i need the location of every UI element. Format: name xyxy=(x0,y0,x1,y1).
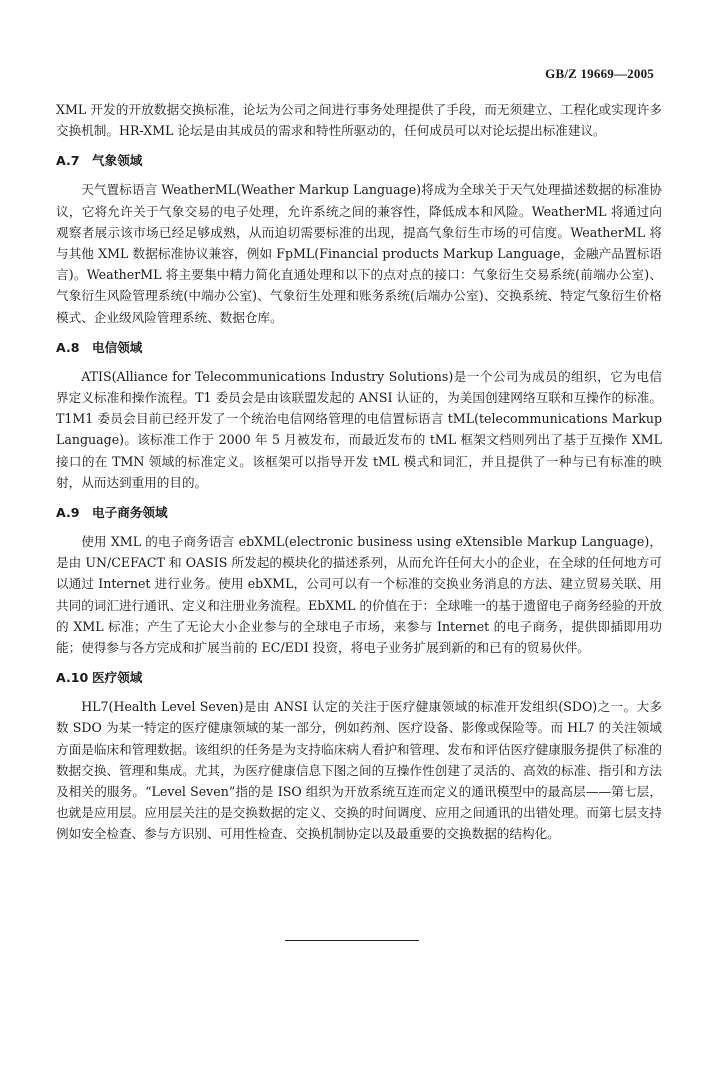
section-a8 xyxy=(56,338,662,493)
section-a7 xyxy=(56,151,662,327)
section-number: A.9 xyxy=(56,505,80,521)
section-paragraph: 使用 XML 的电子商务语言 ebXML(electronic business using eXtensible Markup Language)，是由 UN/CEFACT 和 OASIS 所发起的模块化的描述系列，从而允许任何大小的企业，在全球的任何地方可以通过 Internet 进行业务。使用 ebXML，公司可以有一个标准的交换业务消息的方法、建立贸易关联、用共同的词汇进行通讯、定义和注册业务流程。EbXML 的价值在于：全球唯一的基于遗留电子商务经验的开放的 XML 标准；产生了无论大小企业参与的全球电子市场，来参与 Internet 的电子商务，提供即插即用功能；使得参与各方完成和扩展当前的 EC/EDI 投资，将电子业务扩展到新的和已有的贸易伙伴。 xyxy=(56,534,662,656)
standard-number: GB/Z 19669—2005 xyxy=(545,66,654,81)
section-a9 xyxy=(56,503,662,658)
section-a10 xyxy=(56,668,662,844)
section-paragraph: ATIS(Alliance for Telecommunications Industry Solutions)是一个公司为成员的组织，它为电信界定义标准和操作流程。T1 委员会是由该联盟发起的 ANSI 认证的，为美国创建网络互联和互操作的标准。T1M1 委员会目前已经开发了一个统治电信网络管理的电信置标语言 tML(telecommunications Markup Language)。该标准工作于 2000 年 5 月被发布，而最近发布的 tML 框架文档则列出了基于互操作 XML 接口的在 TMN 领域的标准定义。该框架可以指导开发 tML 模式和词汇，并且提供了一种与已有标准的映射，从而达到重用的目的。 xyxy=(56,368,662,490)
section-paragraph: 天气置标语言 WeatherML(Weather Markup Language)将成为全球关于天气处理描述数据的标准协议，它将允许关于气象交易的电子处理，允许系统之间的兼容性，降低成本和风险。WeatherML 将通过向观察者展示该市场已经足够成熟，从而迫切需要标准的出现，提高气象衍生市场的可信度。WeatherML 将与其他 XML 数据标准协议兼容，例如 FpML(Financial products Markup Language，金融产品置标语言)。WeatherML 将主要集中精力简化直通处理和以下的点对点的接口：气象衍生交易系统(前端办公室)、气象衍生风险管理系统(中端办公室)、气象衍生处理和账务系统(后端办公室)、交换系统、特定气象衍生价格模式、企业级风险管理系统、数据仓库。 xyxy=(56,182,662,325)
section-heading xyxy=(56,338,662,358)
section-heading xyxy=(56,151,662,171)
section-title: 气象领域 xyxy=(92,153,143,169)
section-number: A.8 xyxy=(56,339,80,355)
end-of-document-rule xyxy=(285,940,419,941)
section-title: 电信领域 xyxy=(92,339,143,355)
section-heading xyxy=(56,503,662,523)
intro-paragraph: XML 开发的开放数据交换标准，论坛为公司之间进行事务处理提供了手段，而无须建立、工程化或实现许多交换机制。HR-XML 论坛是由其成员的需求和特性所驱动的，任何成员可以对论坛提出标准建议。 xyxy=(56,102,662,139)
section-heading xyxy=(56,668,662,688)
section-title: 电子商务领域 xyxy=(92,505,168,521)
section-paragraph: HL7(Health Level Seven)是由 ANSI 认定的关注于医疗健康领域的标准开发组织(SDO)之一。大多数 SDO 为某一特定的医疗健康领域的某一部分，例如药剂、医疗设备、影像或保险等。而 HL7 的关注领域方面是临床和管理数据。该组织的任务是为支持临床病人看护和管理、发布和评估医疗健康服务提供了标准的数据交换、管理和集成。尤其，为医疗健康信息下图之间的互操作性创建了灵活的、高效的标准、指引和方法及相关的服务。“Level Seven”指的是 ISO 组织为开放系统互连而定义的通讯模型中的最高层——第七层，也就是应用层。应用层关注的是交换数据的定义、交换的时间调度、应用之间通讯的出错处理。而第七层支持例如安全检查、参与方识别、可用性检查、交换机制协定以及最重要的交换数据的结构化。 xyxy=(56,699,662,842)
document-body xyxy=(56,99,662,845)
section-number: A.10 xyxy=(56,670,89,686)
section-number: A.7 xyxy=(56,153,80,169)
section-title: 医疗领域 xyxy=(92,670,143,686)
